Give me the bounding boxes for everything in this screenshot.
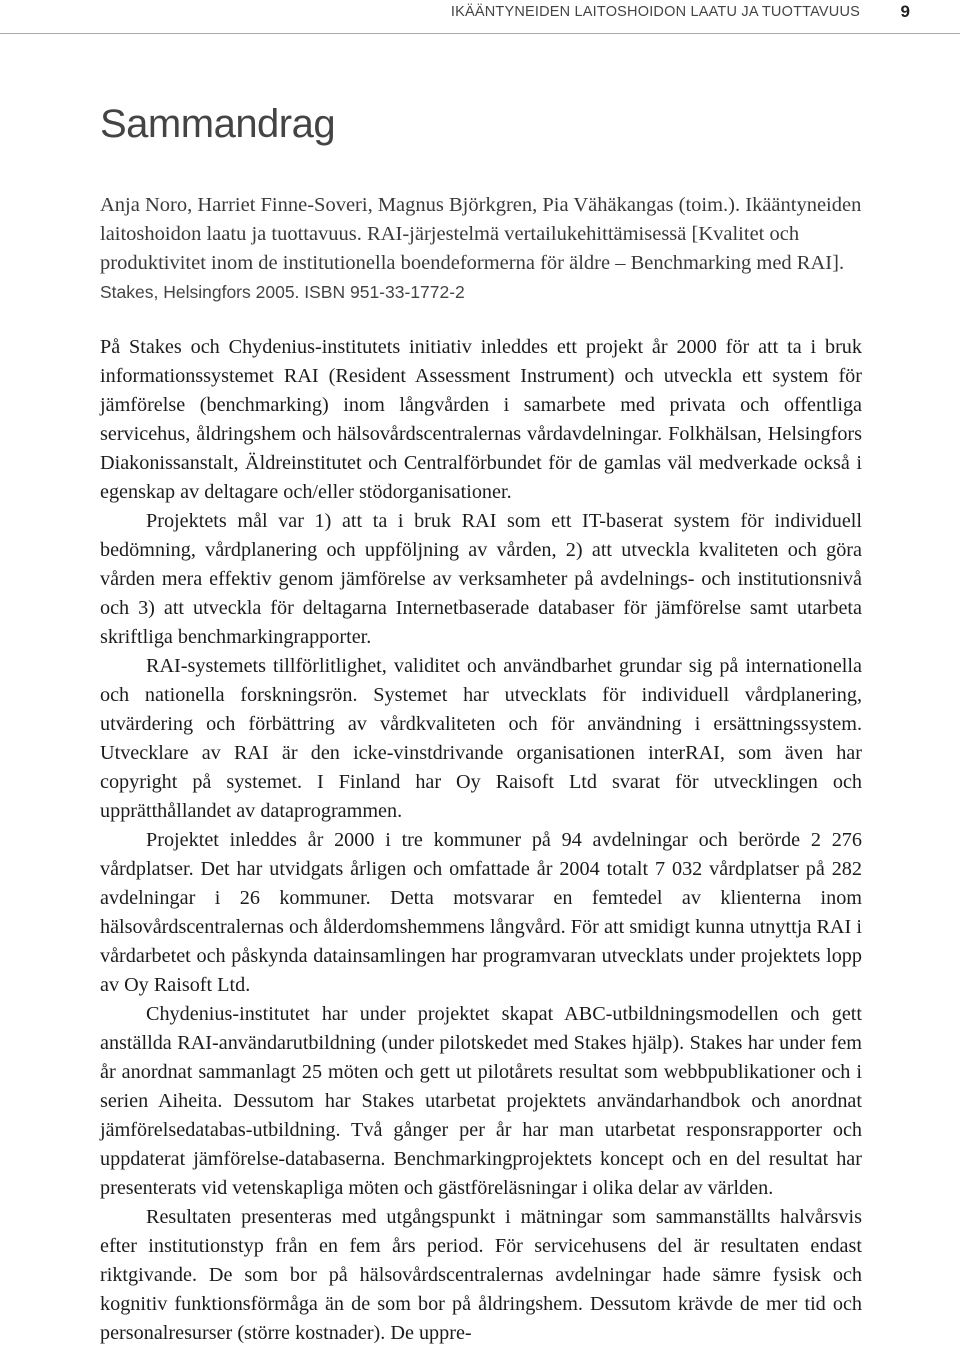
paragraph-4: Projektet inleddes år 2000 i tre kommuner på 94 avdelningar och berörde 2 276 vårdplatser. Det har utvidgats årligen och omfattade år 2004 totalt 7 032 vårdplatser på 282 avdelningar i 26 kommuner. Detta motsvarar en femtedel av klienterna inom hälsovårdscentralernas och ålderdomshemmens långvård. För att smidigt kunna utnyttja RAI i vårdarbetet och påskynda datainsamlingen har programvaran utvecklats under projektets lopp av Oy Raisoft Ltd. xyxy=(100,829,862,996)
paragraph-5: Chydenius-institutet har under projektet skapat ABC-utbildningsmodellen och gett anställda RAI-användarutbildning (under pilotskedet med Stakes hjälp). Stakes har under fem år anordnat sammanlagt 25 möten och gett ut pilotårets resultat som webbpublikationer och i serien Aiheita. Dessutom har Stakes utarbetat projektets användarhandbok och anordnat jämförelsedatabas-utbildning. Två gånger per år har man utarbetat responsrapporter och uppdaterat jämförelse-databaserna. Benchmarkingprojektets koncept och en del resultat har presenterats vid vetenskapliga möten och gästföreläsningar i olika delar av världen. xyxy=(100,1003,862,1199)
page-title: Sammandrag xyxy=(100,102,336,146)
citation-main: Anja Noro, Harriet Finne-Soveri, Magnus Björkgren, Pia Vähäkangas (toim.). Ikääntyneiden laitoshoidon laatu ja tuottavuus. RAI-järjestelmä vertailukehittämisessä [Kvalitet och produktivitet inom de institutionella boendeformerna för äldre – Benchmarking med RAI]. xyxy=(100,194,862,274)
citation xyxy=(100,191,862,307)
paragraph-2: Projektets mål var 1) att ta i bruk RAI som ett IT-baserat system för individuell bedömning, vårdplanering och uppföljning av vården, 2) att utveckla kvaliteten och göra vården mera effektiv genom jämförelse av verksamheter på avdelnings- och institutionsnivå och 3) att utveckla för deltagarna Internetbaserade databaser för jämförelse samt utarbeta skriftliga benchmarkingrapporter. xyxy=(100,510,862,648)
running-header xyxy=(0,0,960,34)
paragraph-1: På Stakes och Chydenius-institutets initiativ inleddes ett projekt år 2000 för att ta i bruk informationssystemet RAI (Resident Assessment Instrument) och utveckla ett system för jämförelse (benchmarking) inom långvården i samarbete med privata och offentliga servicehus, åldringshem och hälsovårdscentralernas vårdavdelningar. Folkhälsan, Helsingfors Diakonissanstalt, Äldreinstitutet och Centralförbundet för de gamlas väl medverkade också i egenskap av deltagare och/eller stödorganisationer. xyxy=(100,336,862,503)
citation-publisher: Stakes, Helsingfors 2005. ISBN 951-33-1772-2 xyxy=(100,282,465,302)
paragraph-3: RAI-systemets tillförlitlighet, validitet och användbarhet grundar sig på internationella och nationella forskningsrön. Systemet har utvecklats för individuell vårdplanering, utvärdering och förbättring av vårdkvaliteten och för användning i ersättningssystem. Utvecklare av RAI är den icke-vinstdrivande organisationen interRAI, som även har copyright på systemet. I Finland har Oy Raisoft Ltd svarat för utvecklingen och upprätthållandet av dataprogrammen. xyxy=(100,655,862,822)
running-title: IKÄÄNTYNEIDEN LAITOSHOIDON LAATU JA TUOTTAVUUS xyxy=(450,4,860,20)
paragraph-6: Resultaten presenteras med utgångspunkt i mätningar som sammanställts halvårsvis efter institutionstyp från en fem års period. För servicehusens del är resultaten endast riktgivande. De som bor på hälsovårdscentralernas avdelningar hade sämre fysisk och kognitiv funktionsförmåga än de som bor på åldringshem. Dessutom krävde de mer tid och personalresurser (större kostnader). De uppre- xyxy=(100,1206,862,1344)
body-text xyxy=(100,333,862,1348)
page-number: 9 xyxy=(900,2,910,21)
